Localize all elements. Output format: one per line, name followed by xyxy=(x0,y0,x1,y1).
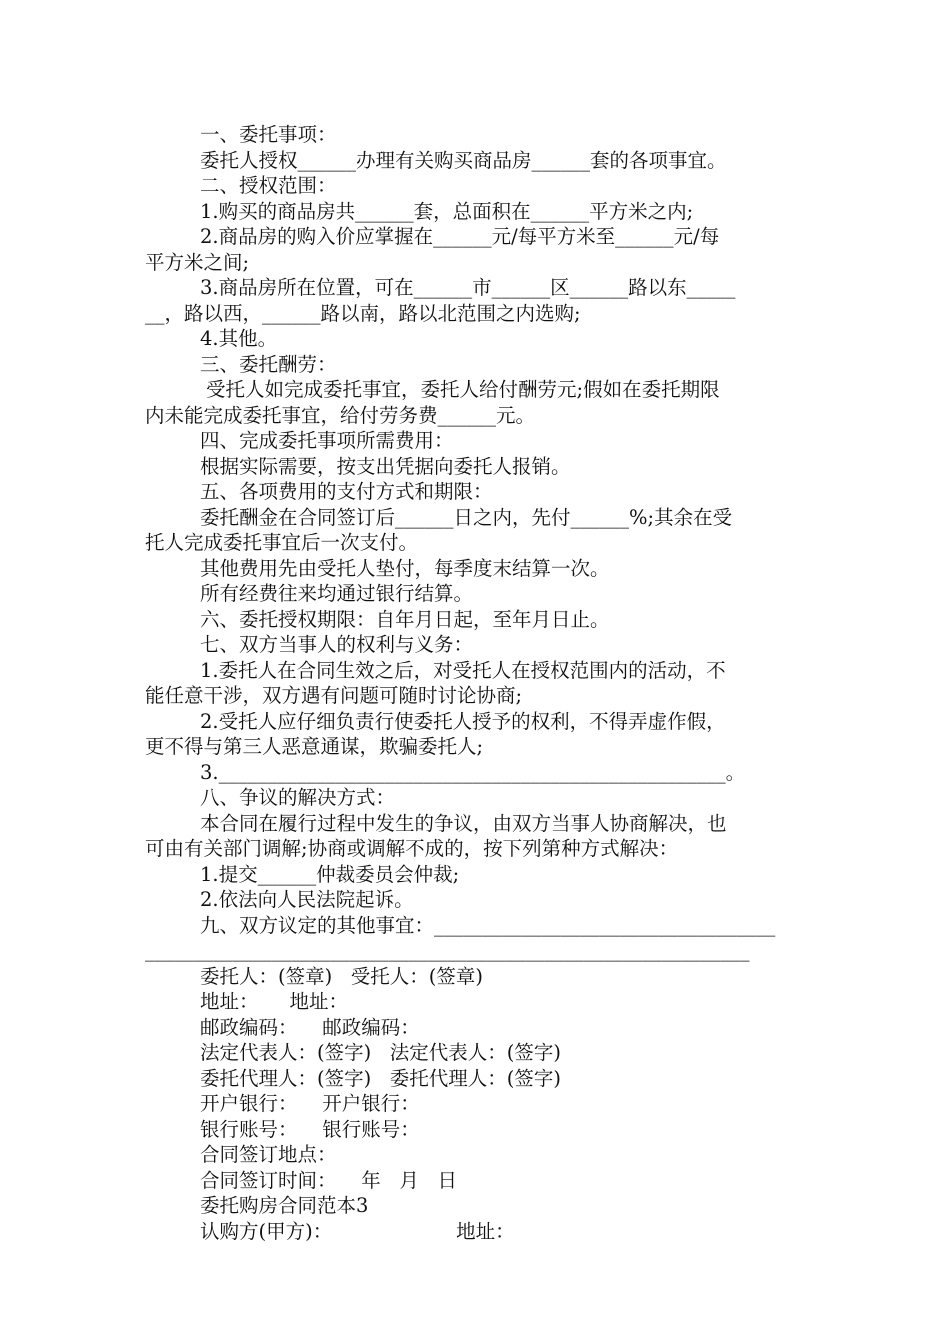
section-heading-4: 四、完成委托事项所需费用： xyxy=(200,429,454,452)
signature-row: 邮政编码： 邮政编码： xyxy=(200,1015,420,1039)
paragraph-line: 受托人如完成委托事宜，委托人给付酬劳元;假如在委托期限 xyxy=(206,378,720,401)
paragraph-line: 所有经费往来均通过银行结算。 xyxy=(200,582,474,605)
paragraph-continuation: 托人完成委托事宜后一次支付。 xyxy=(145,531,419,554)
list-item-continuation: __，路以西，______路以南，路以北范围之内选购; xyxy=(145,301,581,325)
list-item-line: 1.提交______仲裁委员会仲裁; xyxy=(200,862,460,886)
signature-row: 地址： 地址： xyxy=(200,990,348,1013)
list-item-line: 2.依法向人民法院起诉。 xyxy=(200,888,414,911)
list-item-continuation: 能任意干涉，双方遇有问题可随时讨论协商; xyxy=(145,684,523,707)
paragraph-continuation: 内未能完成委托事宜，给付劳务费______元。 xyxy=(145,403,536,427)
list-item-line: 3.____________________________________________________。 xyxy=(200,760,746,784)
section-heading-9: 九、双方议定的其他事宜：___________________________________ xyxy=(200,913,776,937)
paragraph-line: 根据实际需要，按支出凭据向委托人报销。 xyxy=(200,454,571,478)
signature-row: 合同签订地点： xyxy=(200,1143,337,1166)
template-title: 委托购房合同范本3 xyxy=(200,1194,369,1217)
list-item-line: 3.商品房所在位置，可在______市______区______路以东_____ xyxy=(200,276,736,299)
signature-row: 合同签订时间： 年 月 日 xyxy=(200,1168,457,1192)
list-item-line: 2.商品房的购入价应掌握在______元/每平方米至______元/每 xyxy=(200,225,720,248)
paragraph-line: 委托人授权______办理有关购买商品房______套的各项事宜。 xyxy=(200,148,727,172)
section-heading-1: 一、委托事项： xyxy=(200,123,337,146)
list-item-line: 1.委托人在合同生效之后，对受托人在授权范围内的活动，不 xyxy=(200,658,726,682)
party-a-row: 认购方(甲方)： 地址： xyxy=(200,1219,515,1243)
signature-row: 委托人：(签章) 受托人：(签章) xyxy=(200,964,484,988)
signature-row: 委托代理人：(签字) 委托代理人：(签字) xyxy=(200,1066,562,1090)
contract-document xyxy=(145,122,809,1244)
section-heading-2: 二、授权范围： xyxy=(200,174,337,197)
list-item-line: 1.购买的商品房共______套，总面积在______平方米之内; xyxy=(200,199,694,223)
list-item-line: 4.其他。 xyxy=(200,327,278,350)
section-heading-6: 六、委托授权期限：自年月日起，至年月日止。 xyxy=(200,607,610,631)
list-item-continuation: 更不得与第三人恶意通谋，欺骗委托人; xyxy=(145,735,484,758)
section-heading-8: 八、争议的解决方式： xyxy=(200,786,396,809)
section-heading-7: 七、双方当事人的权利与义务： xyxy=(200,633,474,656)
section-heading-5: 五、各项费用的支付方式和期限： xyxy=(200,480,493,503)
list-item-line: 2.受托人应仔细负责行使委托人授予的权利，不得弄虚作假， xyxy=(200,709,726,733)
paragraph-line: 其他费用先由受托人垫付，每季度末结算一次。 xyxy=(200,556,610,580)
signature-row: 开户银行： 开户银行： xyxy=(200,1092,420,1115)
paragraph-line: 委托酬金在合同签订后______日之内，先付______%;其余在受 xyxy=(200,505,733,529)
section-heading-3: 三、委托酬劳： xyxy=(200,352,337,376)
list-item-continuation: 平方米之间; xyxy=(145,250,250,274)
signature-row: 银行账号： 银行账号： xyxy=(200,1117,420,1141)
blank-fill-line: ______________________________________________________________ xyxy=(145,939,750,962)
paragraph-continuation: 可由有关部门调解;协商或调解不成的，按下列第种方式解决： xyxy=(145,837,679,860)
signature-row: 法定代表人：(签字) 法定代表人：(签字) xyxy=(200,1041,562,1064)
paragraph-line: 本合同在履行过程中发生的争议，由双方当事人协商解决，也 xyxy=(200,811,727,835)
